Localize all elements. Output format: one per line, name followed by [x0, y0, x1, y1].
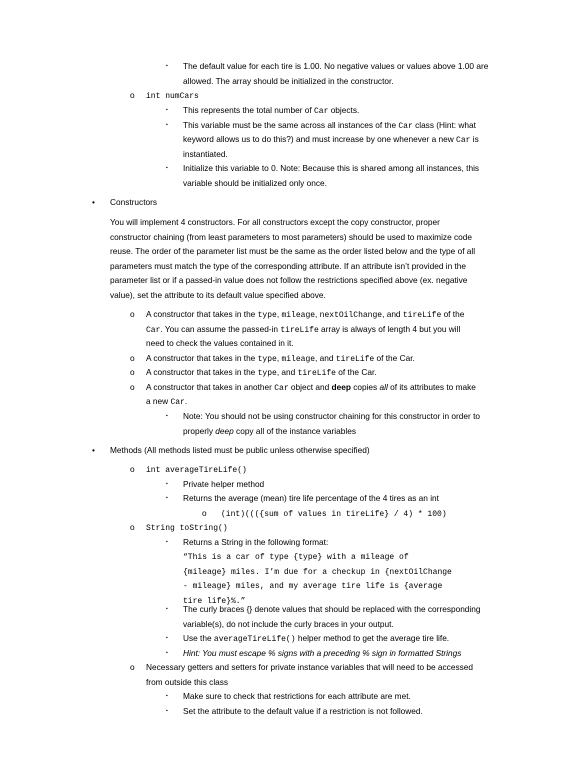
- document-line: [183, 147, 228, 162]
- code-span: mileage: [281, 311, 316, 320]
- document-line: [183, 59, 488, 74]
- text-span: deep: [331, 382, 351, 392]
- document-line: [110, 195, 157, 210]
- text-span: of the Car.: [335, 367, 377, 377]
- text-span: reuse. The order of the parameter list must be the same as the order listed below and the type of all: [110, 246, 476, 256]
- text-span: variable should be initialized only once.: [183, 178, 327, 188]
- text-span: A constructor that takes in the: [146, 353, 258, 363]
- bullet-marker: o: [130, 662, 135, 672]
- document-line: [183, 176, 327, 191]
- bullet-marker: ▪: [166, 413, 168, 419]
- document-line: [110, 244, 475, 259]
- text-span: allowed. The array should be initialized in the constructor.: [183, 76, 394, 86]
- text-span: Necessary getters and setters for private instance variables that will need to be accessed: [146, 662, 473, 672]
- text-span: A constructor that takes in another: [146, 382, 275, 392]
- text-span: keyword allows us to do this?) and must increase by one whenever a new: [183, 134, 457, 144]
- document-line: [146, 336, 294, 351]
- text-span: Returns the average (mean) tire life percentage of the 4 tires as an int: [183, 493, 439, 503]
- document-line: [183, 424, 356, 439]
- bullet-marker: ▪: [166, 606, 168, 612]
- text-span: parameter list or if a passed-in value does not follow the restrictions specified above (ex. negative: [110, 275, 468, 285]
- code-span: Car: [170, 398, 185, 407]
- text-span: Note: You should not be using constructor chaining for this constructor in order to: [183, 411, 481, 421]
- text-span: Initialize this variable to 0. Note: Because this is shared among all instances, this: [183, 163, 480, 173]
- document-line: [183, 477, 264, 492]
- text-span: class (Hint: what: [412, 120, 476, 130]
- code-span: - mileage} miles, and my average tire life is {average: [183, 582, 443, 591]
- code-span: {mileage} miles. I’m due for a checkup in {nextOilChange: [183, 568, 452, 577]
- bullet-marker: ▪: [166, 539, 168, 545]
- document-line: [146, 660, 473, 675]
- text-span: ,: [315, 309, 320, 319]
- bullet-marker: o: [130, 522, 135, 532]
- code-span: Car: [398, 122, 413, 131]
- text-span: Returns a String in the following format:: [183, 537, 329, 547]
- code-span: String toString(): [146, 524, 228, 533]
- bullet-marker: o: [130, 353, 135, 363]
- bullet-marker: ▪: [166, 693, 168, 699]
- document-line: [183, 689, 411, 704]
- document-line: [221, 506, 447, 523]
- text-span: copy all of the instance variables: [233, 426, 356, 436]
- text-span: A constructor that takes in the: [146, 309, 258, 319]
- code-span: Car: [146, 326, 161, 335]
- text-span: The curly braces {} denote values that should be replaced with the corresponding: [183, 604, 481, 614]
- document-line: [183, 704, 423, 719]
- bullet-marker: ▪: [166, 481, 168, 487]
- text-span: variable(s), do not include the curly braces in your output.: [183, 619, 394, 629]
- bullet-marker: •: [92, 445, 95, 455]
- text-span: A constructor that takes in the: [146, 367, 258, 377]
- document-line: [183, 409, 480, 424]
- text-span: deep: [215, 426, 234, 436]
- text-span: Hint: You must escape % signs with a preceding % sign in formatted Strings: [183, 648, 462, 658]
- code-span: Car: [456, 136, 471, 145]
- text-span: Use the: [183, 633, 214, 643]
- code-span: tireLife: [297, 369, 336, 378]
- code-span: type: [257, 311, 277, 320]
- document-line: [146, 675, 228, 690]
- code-span: tireLife: [335, 355, 375, 364]
- code-span: mileage: [281, 355, 316, 364]
- bullet-marker: ▪: [166, 635, 168, 641]
- code-span: type: [257, 369, 277, 378]
- bullet-marker: o: [202, 508, 207, 518]
- document-line: [110, 259, 466, 274]
- document-line: [183, 646, 461, 661]
- document-line: [183, 491, 439, 506]
- text-span: , and: [276, 367, 298, 377]
- text-span: constructor chaining (from least parameters to most parameters) should be used to maximize code: [110, 232, 472, 242]
- bullet-marker: ▪: [166, 495, 168, 501]
- bullet-marker: ▪: [166, 650, 168, 656]
- document-line: [110, 215, 440, 230]
- text-span: objects.: [328, 105, 360, 115]
- text-span: . You can assume the passed-in: [160, 324, 281, 334]
- bullet-marker: o: [130, 464, 135, 474]
- bullet-marker: ▪: [166, 708, 168, 714]
- document-line: [183, 602, 481, 617]
- document-line: [110, 443, 370, 458]
- text-span: from outside this class: [146, 677, 229, 687]
- document-line: [183, 74, 394, 89]
- document-line: [110, 273, 467, 288]
- code-span: (int)((({sum of values in tireLife} / 4) * 100): [221, 510, 447, 519]
- bullet-marker: o: [130, 309, 135, 319]
- text-span: is: [470, 134, 479, 144]
- bullet-marker: ▪: [166, 63, 168, 69]
- text-span: , and: [315, 353, 336, 363]
- text-span: Set the attribute to the default value if a restriction is not followed.: [183, 706, 423, 716]
- text-span: copies: [350, 382, 380, 392]
- text-span: array is always of length 4 but you will: [318, 324, 461, 334]
- code-span: int numCars: [146, 92, 199, 101]
- text-span: , and: [382, 309, 403, 319]
- text-span: of its attributes to make: [387, 382, 476, 392]
- document-line: [110, 288, 326, 303]
- bullet-marker: ▪: [166, 107, 168, 113]
- bullet-marker: o: [130, 367, 135, 377]
- text-span: This variable must be the same across all instances of the: [183, 120, 399, 130]
- text-span: of the Car.: [374, 353, 415, 363]
- code-span: nextOilChange: [319, 311, 383, 320]
- document-line: [183, 161, 479, 176]
- bullet-marker: ▪: [166, 122, 168, 128]
- code-span: tireLife: [402, 311, 442, 320]
- text-span: You will implement 4 constructors. For all constructors except the copy constructor, proper: [110, 217, 440, 227]
- code-span: averageTireLife(): [213, 635, 296, 644]
- code-span: Car: [274, 384, 289, 393]
- text-span: .: [184, 396, 188, 406]
- text-span: a new: [146, 396, 171, 406]
- document-line: [183, 617, 394, 632]
- document-line: [146, 380, 476, 397]
- text-span: ,: [276, 309, 282, 319]
- code-span: Car: [313, 107, 329, 116]
- bullet-marker: o: [130, 382, 135, 392]
- text-span: properly: [183, 426, 216, 436]
- text-span: Make sure to check that restrictions for each attribute are met.: [183, 691, 411, 701]
- text-span: This represents the total number of: [183, 105, 314, 115]
- document-line: [110, 230, 472, 245]
- code-span: tire life}%.”: [183, 597, 246, 606]
- bullet-marker: ▪: [166, 165, 168, 171]
- bullet-marker: •: [92, 197, 95, 207]
- text-span: helper method to get the average tire life.: [295, 633, 450, 643]
- text-span: value), set the attribute to its default value specified above.: [110, 290, 326, 300]
- text-span: Private helper method: [183, 479, 265, 489]
- text-span: Methods (All methods listed must be public unless otherwise specified): [110, 445, 370, 455]
- document-line: [183, 535, 328, 550]
- text-span: object and: [288, 382, 332, 392]
- code-span: tireLife: [280, 326, 319, 335]
- text-span: parameters must match the type of the corresponding attribute. If an attribute isn’t provided in the: [110, 261, 467, 271]
- code-span: type: [257, 355, 277, 364]
- text-span: all: [379, 382, 388, 392]
- bullet-marker: o: [130, 90, 135, 100]
- text-span: The default value for each tire is 1.00. No negative values or values above 1.00 are: [183, 61, 489, 71]
- text-span: ,: [276, 353, 282, 363]
- code-span: int averageTireLife(): [146, 466, 247, 475]
- text-span: of the: [441, 309, 465, 319]
- text-span: need to check the values contained in it.: [146, 338, 294, 348]
- code-span: “This is a car of type {type} with a mileage of: [183, 553, 409, 562]
- text-span: instantiated.: [183, 149, 228, 159]
- text-span: Constructors: [110, 197, 158, 207]
